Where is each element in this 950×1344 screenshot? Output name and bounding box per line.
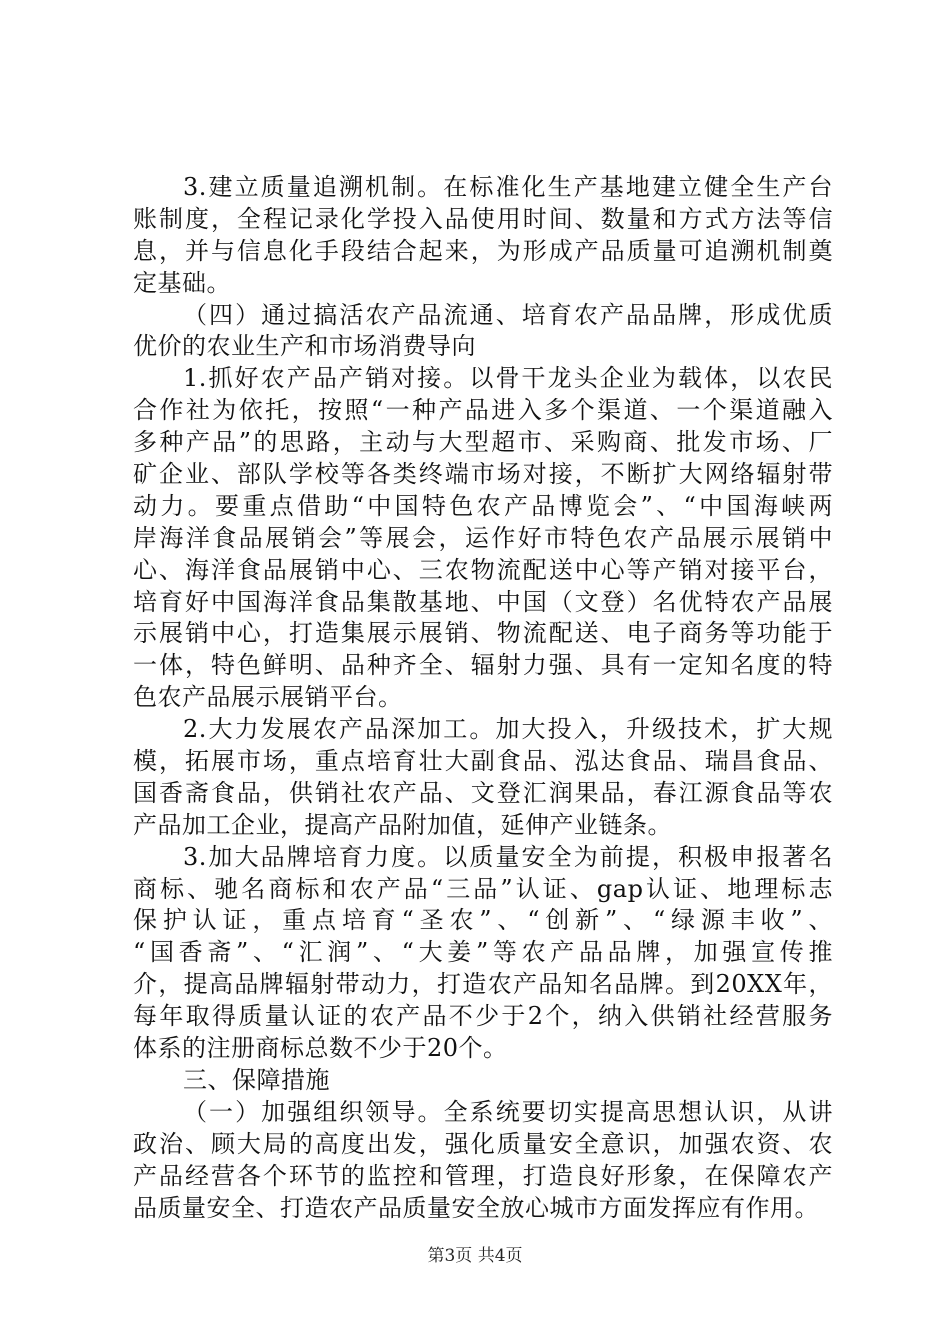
paragraph-line: 合作社为依托，按照“一种产品进入多个渠道、一个渠道融入: [133, 396, 833, 425]
paragraph-line: 产品加工企业，提高产品附加值，延伸产业链条。: [133, 810, 672, 839]
paragraph-line: 矿企业、部队学校等各类终端市场对接，不断扩大网络辐射带: [133, 460, 833, 489]
paragraph-line: 1.抓好农产品产销对接。以骨干龙头企业为载体，以农民: [183, 364, 833, 393]
paragraph-line: 2.大力发展农产品深加工。加大投入，升级技术，扩大规: [183, 715, 833, 744]
paragraph-line: 息，并与信息化手段结合起来，为形成产品质量可追溯机制奠: [133, 236, 833, 265]
paragraph-line: 体系的注册商标总数不少于20个。: [133, 1034, 508, 1063]
paragraph-line: 每年取得质量认证的农产品不少于2个，纳入供销社经营服务: [133, 1002, 833, 1031]
paragraph-line: 账制度，全程记录化学投入品使用时间、数量和方式方法等信: [133, 204, 833, 233]
paragraph-line: 动力。要重点借助“中国特色农产品博览会”、“中国海峡两: [133, 491, 833, 520]
page-number-footer: 第3页 共4页: [427, 1246, 523, 1266]
paragraph-line: “国香斋”、“汇润”、“大姜”等农产品品牌，加强宣传推: [133, 938, 833, 967]
paragraph-line: 模，拓展市场，重点培育壮大副食品、泓达食品、瑞昌食品、: [133, 747, 833, 776]
paragraph-line: 国香斋食品，供销社农产品、文登汇润果品，春江源食品等农: [133, 778, 833, 807]
section-heading-line: （四）通过搞活农产品流通、培育农产品品牌，形成优质: [183, 300, 833, 329]
paragraph-line: 培育好中国海洋食品集散基地、中国（文登）名优特农产品展: [133, 587, 833, 616]
paragraph-line: （一）加强组织领导。全系统要切实提高思想认识，从讲: [183, 1097, 833, 1126]
paragraph-line: 3.建立质量追溯机制。在标准化生产基地建立健全生产台: [183, 173, 833, 201]
paragraph-line: 商标、驰名商标和农产品“三品”认证、gap认证、地理标志: [133, 874, 833, 903]
paragraph-line: 介，提高品牌辐射带动力，打造农产品知名品牌。到20XX年，: [133, 970, 833, 999]
section-heading-line: 三、保障措施: [183, 1065, 330, 1094]
paragraph-line: 品质量安全、打造农产品质量安全放心城市方面发挥应有作用。: [133, 1193, 819, 1222]
paragraph-line: 一体，特色鲜明、品种齐全、辐射力强、具有一定知名度的特: [133, 651, 833, 680]
paragraph-line: 保护认证，重点培育“圣农”、“创新”、“绿源丰收”、: [133, 906, 833, 935]
paragraph-line: 政治、顾大局的高度出发，强化质量安全意识，加强农资、农: [133, 1129, 833, 1158]
paragraph-line: 定基础。: [133, 268, 231, 297]
paragraph-line: 岸海洋食品展销会”等展会，运作好市特色农产品展示展销中: [133, 523, 833, 552]
paragraph-line: 色农产品展示展销平台。: [133, 683, 403, 712]
paragraph-line: 心、海洋食品展销中心、三农物流配送中心等产销对接平台，: [133, 555, 833, 584]
section-heading-line: 优价的农业生产和市场消费导向: [133, 332, 476, 361]
paragraph-line: 3.加大品牌培育力度。以质量安全为前提，积极申报著名: [183, 842, 833, 871]
paragraph-line: 产品经营各个环节的监控和管理，打造良好形象，在保障农产: [133, 1161, 833, 1190]
document-body: [133, 172, 833, 1224]
paragraph-line: 多种产品”的思路，主动与大型超市、采购商、批发市场、厂: [133, 428, 833, 457]
paragraph-line: 示展销中心，打造集展示展销、物流配送、电子商务等功能于: [133, 619, 833, 648]
